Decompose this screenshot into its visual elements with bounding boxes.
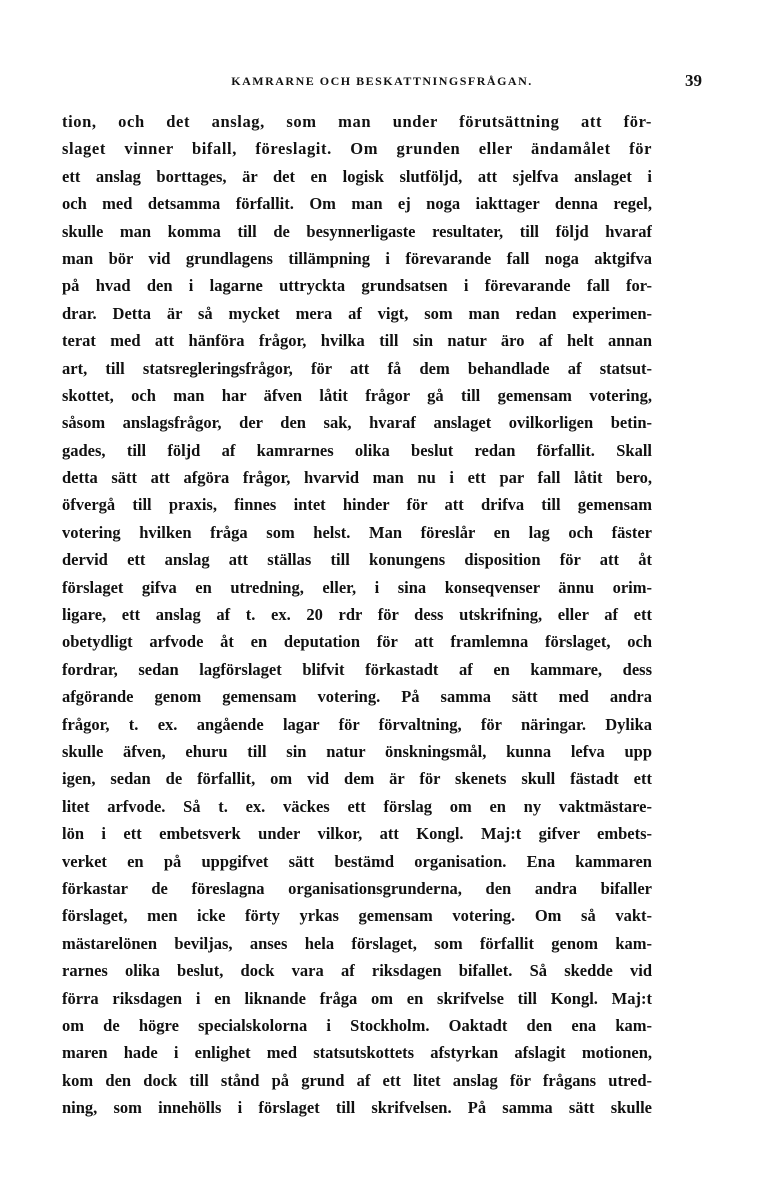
text-line: lön i ett embetsverk under vilkor, att Kongl. Maj:t gifver embets- — [62, 824, 652, 844]
text-line: och med detsamma förfallit. Om man ej noga iakttager denna regel, — [62, 194, 652, 214]
text-line: detta sätt att afgöra frågor, hvarvid man nu i ett par fall låtit bero, — [62, 468, 652, 488]
page-number: 39 — [685, 71, 702, 90]
text-line: drar. Detta är så mycket mera af vigt, som man redan experimen- — [62, 303, 652, 323]
text-line: ett anslag borttages, är det en logisk slutföljd, att sjelfva anslaget i — [62, 166, 652, 186]
text-line: verket en på uppgifvet sätt bestämd organisation. Ena kammaren — [62, 851, 652, 871]
text-line: kom den dock till stånd på grund af ett litet anslag för frågans utred- — [62, 1070, 652, 1090]
text-line: frågor, t. ex. angående lagar för förvaltning, för näringar. Dylika — [62, 714, 652, 734]
text-line: ning, som innehölls i förslaget till skrifvelsen. På samma sätt skulle — [62, 1098, 652, 1118]
text-line: afgörande genom gemensam votering. På samma sätt med andra — [62, 687, 652, 707]
text-line: litet arfvode. Så t. ex. väckes ett förslag om en ny vaktmästare- — [62, 796, 652, 816]
text-line: såsom anslagsfrågor, der den sak, hvaraf anslaget ovilkorligen betin- — [62, 413, 652, 433]
text-line: förslaget, men icke förty yrkas gemensam votering. Om så vakt- — [62, 906, 652, 926]
running-title: KAMRARNE OCH BESKATTNINGSFRÅGAN. — [231, 74, 533, 88]
text-line: förslaget gifva en utredning, eller, i sina konseqvenser ännu orim- — [62, 577, 652, 597]
text-line: på hvad den i lagarne uttryckta grundsatsen i förevarande fall for- — [62, 276, 652, 296]
text-line: skulle man komma till de besynnerligaste resultater, till följd hvaraf — [62, 221, 652, 241]
text-line: om de högre specialskolorna i Stockholm. Oaktadt den ena kam- — [62, 1015, 652, 1035]
text-line: mästarelönen beviljas, anses hela förslaget, som förfallit genom kam- — [62, 933, 652, 953]
text-line: dervid ett anslag att ställas till konungens disposition för att åt — [62, 550, 652, 570]
text-line: gades, till följd af kamrarnes olika beslut redan förfallit. Skall — [62, 440, 652, 460]
text-line: man bör vid grundlagens tillämpning i förevarande fall noga aktgifva — [62, 248, 652, 268]
text-line: förkastar de föreslagna organisationsgrunderna, den andra bifaller — [62, 878, 652, 898]
body-text — [62, 108, 652, 1121]
text-line: tion, och det anslag, som man under förutsättning att för- — [62, 112, 652, 131]
text-line: slaget vinner bifall, föreslagit. Om grunden eller ändamålet för — [62, 139, 652, 159]
text-line: terat med att hänföra frågor, hvilka till sin natur äro af helt annan — [62, 331, 652, 351]
text-line: förra riksdagen i en liknande fråga om en skrifvelse till Kongl. Maj:t — [62, 988, 652, 1008]
text-line: rarnes olika beslut, dock vara af riksdagen bifallet. Så skedde vid — [62, 961, 652, 981]
text-line: igen, sedan de förfallit, om vid dem är för skenets skull fästadt ett — [62, 769, 652, 789]
text-line: votering hvilken fråga som helst. Man föreslår en lag och fäster — [62, 522, 652, 542]
text-line: obetydligt arfvode åt en deputation för att framlemna förslaget, och — [62, 632, 652, 652]
text-line: skottet, och man har äfven låtit frågor gå till gemensam votering, — [62, 385, 652, 405]
text-line: maren hade i enlighet med statsutskottets afstyrkan afslagit motionen, — [62, 1043, 652, 1063]
text-line: öfvergå till praxis, finnes intet hinder för att drifva till gemensam — [62, 495, 652, 515]
text-line: art, till statsregleringsfrågor, för att få dem behandlade af statsut- — [62, 358, 652, 378]
text-line: ligare, ett anslag af t. ex. 20 rdr för dess utskrifning, eller af ett — [62, 605, 652, 625]
page-header — [62, 71, 702, 96]
text-line: fordrar, sedan lagförslaget blifvit förkastadt af en kammare, dess — [62, 659, 652, 679]
text-line: skulle äfven, ehuru till sin natur önskningsmål, kunna lefva upp — [62, 741, 652, 761]
